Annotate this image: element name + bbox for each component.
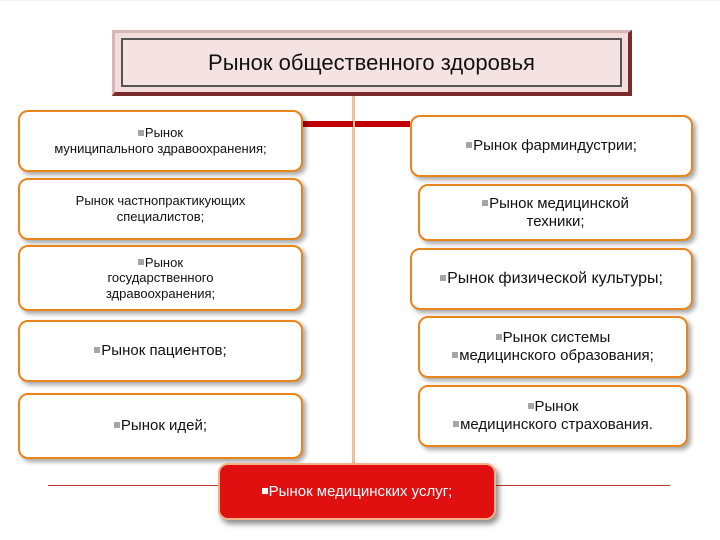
node-label: Рынок медицинской <box>489 194 629 212</box>
bullet-icon <box>452 352 458 358</box>
node-text <box>106 255 215 302</box>
node-medical-education <box>418 316 688 378</box>
node-label: Рынок <box>144 254 184 270</box>
node-text-line <box>94 342 226 360</box>
node-text <box>452 329 654 365</box>
bullet-icon <box>466 142 472 148</box>
node-text-line <box>114 417 207 435</box>
node-text-line <box>54 141 266 157</box>
node-text-line <box>76 193 246 209</box>
node-label: специалистов; <box>116 209 205 224</box>
node-text-line <box>452 347 654 365</box>
node-medical-services <box>218 463 496 520</box>
node-label: техники; <box>526 212 585 230</box>
page-title: Рынок общественного здоровья <box>121 38 622 87</box>
node-text-line <box>440 269 663 288</box>
node-label: здравоохранения; <box>105 285 216 301</box>
node-text <box>262 483 453 501</box>
node-private-practitioners <box>18 178 303 240</box>
node-physical-culture <box>410 248 693 310</box>
node-label: Рынок фарминдустрии; <box>473 137 637 154</box>
node-label: государственного <box>107 270 214 286</box>
bullet-icon <box>440 275 446 281</box>
node-medical-insurance <box>418 385 688 447</box>
node-label: Рынок пациентов; <box>101 342 227 359</box>
bullet-icon <box>482 200 488 206</box>
node-text-line <box>453 416 653 434</box>
node-text <box>114 417 207 435</box>
node-text <box>466 137 637 155</box>
bullet-icon <box>496 334 502 340</box>
bullet-icon <box>114 422 120 428</box>
node-text-line <box>262 483 453 501</box>
node-medical-equipment <box>418 184 693 241</box>
node-text-line <box>54 125 266 141</box>
title-box <box>112 30 632 96</box>
node-label: Рынок <box>534 398 579 415</box>
bullet-icon <box>453 421 459 427</box>
node-text <box>76 193 246 224</box>
bullet-icon <box>262 488 268 494</box>
node-text-line <box>453 398 653 416</box>
node-text-line <box>482 213 629 231</box>
bullet-icon <box>94 347 100 353</box>
node-patients <box>18 320 303 382</box>
connector-right <box>355 121 410 127</box>
bullet-icon <box>528 403 534 409</box>
node-label: Рынок медицинских услуг; <box>268 482 453 500</box>
node-text-line <box>452 329 654 347</box>
bullet-icon <box>138 130 144 136</box>
node-text <box>54 125 266 156</box>
node-text-line <box>482 195 629 213</box>
node-label: Рынок физической культуры; <box>447 270 663 288</box>
node-text-line <box>76 209 246 225</box>
node-label: Рынок частнопрактикующих <box>75 193 246 209</box>
node-text-line <box>466 137 637 155</box>
node-state-healthcare <box>18 245 303 311</box>
node-text <box>482 195 629 231</box>
node-text <box>440 269 663 288</box>
node-label: Рынок идей; <box>120 417 208 434</box>
node-label: медицинского образования; <box>459 347 654 364</box>
connector-left <box>303 121 353 127</box>
vertical-connector <box>352 96 355 466</box>
node-text <box>453 398 653 434</box>
node-ideas <box>18 393 303 459</box>
node-text-line <box>106 270 215 286</box>
node-text-line <box>106 255 215 271</box>
node-label: муниципального здравоохранения; <box>54 141 267 156</box>
node-label: Рынок <box>144 125 184 141</box>
top-rule <box>0 0 720 1</box>
node-label: Рынок системы <box>502 329 611 346</box>
node-text <box>94 342 226 360</box>
node-municipal-healthcare <box>18 110 303 172</box>
node-label: медицинского страхования. <box>460 416 653 433</box>
node-text-line <box>106 286 215 302</box>
bullet-icon <box>138 259 144 265</box>
node-pharma-industry <box>410 115 693 177</box>
